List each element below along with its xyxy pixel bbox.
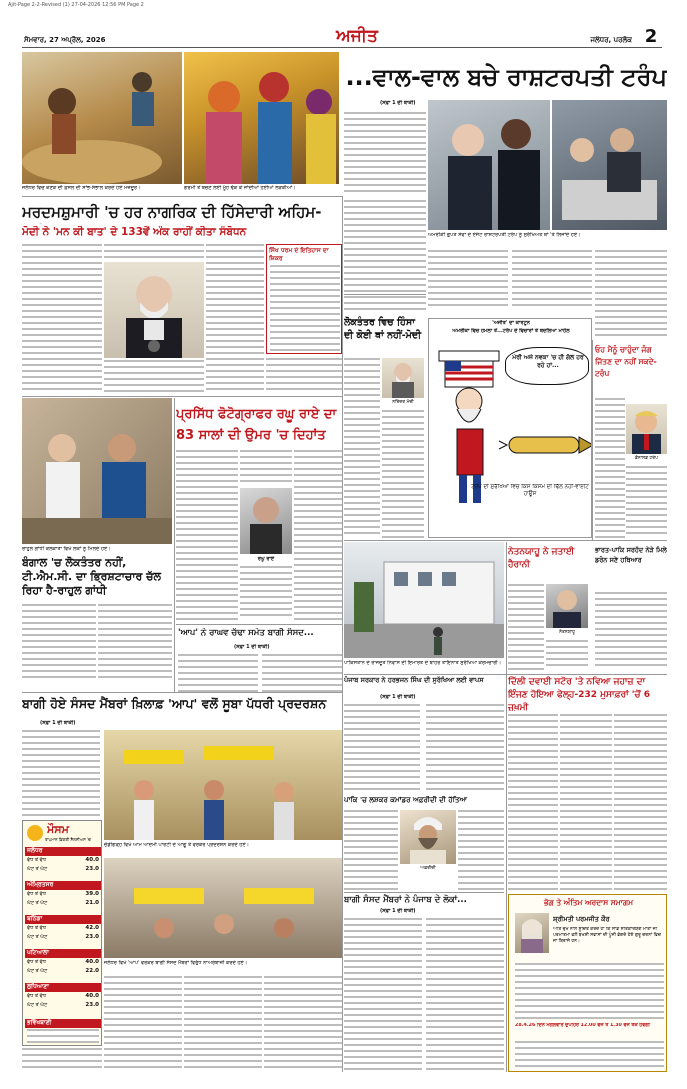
- trump-portrait-caption: ਡੋਨਾਲਡ ਟਰੰਪ: [635, 456, 658, 461]
- weather-max-value: 42.0: [85, 925, 99, 931]
- weather-min-value: 23.0: [85, 934, 99, 940]
- women-illustration: [184, 52, 339, 184]
- top-photo-caption-left: [22, 185, 182, 193]
- weather-city-name: ਬਠਿੰਡਾ: [25, 915, 101, 924]
- masthead: ਅਜੀਤ: [336, 26, 378, 46]
- obituary-box: [508, 894, 667, 1072]
- divider: [344, 674, 667, 675]
- modi-subheadline: ਮੋਦੀ ਨੇ 'ਮਨ ਕੀ ਬਾਤ' ਦੇ 133ਵੇਂ ਅੰਕ ਰਾਹੀਂ ਕੀਤਾ ਸੰਬੋਧਨ: [22, 226, 247, 238]
- security-col-1: [344, 704, 420, 790]
- democracy-col-2: [382, 410, 424, 538]
- weather-city: [25, 983, 101, 1015]
- rahul-col-2: [98, 604, 172, 682]
- page-header: [22, 26, 662, 48]
- weather-max-label: ਵੱਧ ਤੋਂ ਵੱਧ: [27, 891, 46, 897]
- agency-byline: [344, 294, 426, 308]
- obituary-title: ਭੋਗ ਤੇ ਅੰਤਿਮ ਅਰਦਾਸ ਸਮਾਗਮ: [543, 898, 634, 907]
- caption-text: ਪਾਕਿਸਤਾਨ ਦੇ ਰਾਜਦੂਤ ਨਿਵਾਸ ਦੀ ਇਮਾਰਤ ਦੇ ਬਾਹਰ ਤਾਇਨਾਤ ਸੁਰੱਖਿਆ ਕਰਮਚਾਰੀ।: [344, 660, 502, 666]
- agents-illustration: [428, 100, 550, 230]
- weather-subtitle: ਤਾਪਮਾਨ ਡਿਗਰੀ ਸੈਲਸੀਅਸ 'ਚ: [45, 837, 91, 842]
- modi-photo: [104, 262, 204, 358]
- weather-city: [25, 915, 101, 947]
- harvest-illustration: [22, 52, 182, 184]
- header-city: ਜਲੰਧਰ, ਪਰਲੋਕ: [590, 36, 632, 44]
- weather-list: [25, 847, 101, 1017]
- weather-min-label: ਘੱਟ ਤੋਂ ਘੱਟ: [27, 934, 48, 940]
- weather-min-label: ਘੱਟ ਤੋਂ ਘੱਟ: [27, 1002, 48, 1008]
- divider: [22, 692, 342, 693]
- afridi-photo: [400, 810, 456, 864]
- weather-max-value: 39.0: [85, 891, 99, 897]
- delhi-col-2: [560, 714, 612, 890]
- weather-max-value: 40.0: [85, 993, 99, 999]
- trump-side-headline: ਓਹ ਮੈਨੂੰ ਚਾਹੁੰਦਾ ਜੰਗ ਜਿੱਤਣ ਦਾ ਨਹੀਂ ਸਕਦੇ-ਟਰੰਪ: [595, 345, 657, 378]
- protest-col-4: [264, 976, 342, 1072]
- protest-photo-2: [104, 858, 342, 958]
- divider: [22, 196, 342, 197]
- weather-forecast-text: [27, 1029, 99, 1043]
- page-number: 2: [644, 26, 658, 47]
- divider: [342, 196, 343, 1072]
- weather-min-label: ਘੱਟ ਤੋਂ ਘੱਟ: [27, 900, 48, 906]
- photographer-col-2: [240, 450, 292, 486]
- weather-max-label: ਵੱਧ ਤੋਂ ਵੱਧ: [27, 993, 46, 999]
- aap-brief-continued: (ਸਫ਼ਾ 1 ਦੀ ਬਾਕੀ): [234, 644, 270, 650]
- netanyahu-col-2: [546, 640, 588, 670]
- aap-brief-headline: 'ਆਪ' ਨੇ ਰਾਘਵ ਚੱਢਾ ਸਮੇਤ ਬਾਗੀ ਸੰਸਦ...: [178, 628, 314, 638]
- democracy-headline: ਲੋਕਤੰਤਰ ਵਿਚ ਹਿੰਸਾ ਦੀ ਕੋਈ ਥਾਂ ਨਹੀਂ-ਮੋਦੀ: [344, 317, 422, 341]
- aap-brief-col-2: [262, 654, 342, 694]
- trump-headline: ...ਵਾਲ-ਵਾਲ ਬਚੇ ਰਾਸ਼ਟਰਪਤੀ ਟਰੰਪ: [345, 63, 667, 91]
- photographer-col-4: [240, 566, 292, 620]
- weather-min-label: ਘੱਟ ਤੋਂ ਘੱਟ: [27, 968, 48, 974]
- caption-text: ਚੰਡੀਗੜ੍ਹ ਵਿਖੇ ਆਮ ਆਦਮੀ ਪਾਰਟੀ ਦੇ ਆਗੂ ਤੇ ਵਰਕਰ ਪ੍ਰਦਰਸ਼ਨ ਕਰਦੇ ਹੋਏ।: [104, 842, 250, 848]
- caption-text: ਗਰਮੀ ਤੋਂ ਬਚਣ ਲਈ ਮੂੰਹ ਢੱਕ ਕੇ ਜਾਂਦੀਆਂ ਹੋਈਆਂ ਲੜਕੀਆਂ।: [184, 185, 296, 191]
- rahul-photo: [22, 398, 172, 544]
- protest-col-3: [184, 976, 262, 1072]
- pak-headline: ਪਾਕਿ 'ਚ ਲਸ਼ਕਰ ਕਮਾਂਡਰ ਅਫ਼ਰੀਦੀ ਦੀ ਹੱਤਿਆ: [344, 796, 467, 804]
- weather-max-label: ਵੱਧ ਤੋਂ ਵੱਧ: [27, 857, 46, 863]
- trump-side-col-1: [595, 398, 625, 538]
- weather-min-value: 22.0: [85, 968, 99, 974]
- netanyahu-headline: ਨੇਤਨਯਾਹੂ ਨੇ ਜਤਾਈ ਹੈਰਾਨੀ: [508, 547, 575, 570]
- caption-text: ਰਾਹੁਲ ਗਾਂਧੀ ਕੋਲਕਾਤਾ ਵਿਖੇ ਲੋਕਾਂ ਨੂੰ ਮਿਲਦੇ ਹੋਏ।: [22, 546, 111, 552]
- weather-max-value: 40.0: [85, 959, 99, 965]
- cartoon-headline: ਅਮਰੀਕਾ ਵਿਚ ਹਮਲਾ ਤੋਂ...ਟਰੰਪ ਦੇ ਵਿਚਾਰਾਂ ਤੇ ਬਦਲਿਆ ਮਾਹੌਲ: [452, 328, 570, 334]
- weather-city-name: ਪਟਿਆਲਾ: [25, 949, 101, 958]
- weather-city-name: ਜਲੰਧਰ: [25, 847, 101, 856]
- obituary-photo: [515, 913, 549, 953]
- border-drone-headline: ਭਾਰਤ-ਪਾਕਿ ਸਰਹੱਦ ਨੇੜੇ ਮਿਲੇ ਡਰੋਨ ਸਣੇ ਹਥਿਆਰ: [595, 546, 667, 564]
- cartoon-title-line: 'ਅਜੀਤ' ਦਾ ਕਾਰਟੂਨ: [492, 320, 530, 326]
- weather-city: [25, 881, 101, 913]
- embassy-illustration: [344, 542, 504, 658]
- trump-continued: (ਸਫ਼ਾ 1 ਦੀ ਬਾਕੀ): [380, 100, 416, 106]
- modi-col-1: [22, 244, 102, 392]
- modi-headline: ਮਰਦਮਸ਼ੁਮਾਰੀ 'ਚ ਹਰ ਨਾਗਰਿਕ ਦੀ ਹਿੱਸੇਦਾਰੀ ਅਹਿਮ-: [22, 203, 322, 221]
- netanyahu-illustration: [546, 584, 588, 628]
- mp-brief-col-1: [344, 918, 422, 1072]
- aap-brief-col-1: [178, 654, 258, 694]
- protest-continued: (ਸਫ਼ਾ 1 ਦੀ ਬਾਕੀ): [40, 720, 76, 726]
- raghu-rai-caption: ਰਘੂ ਰਾਏ: [257, 556, 275, 562]
- divider: [22, 396, 342, 397]
- weather-min-label: ਘੱਟ ਤੋਂ ਘੱਟ: [27, 866, 48, 872]
- modi-small-photo: [382, 358, 424, 398]
- photographer-headline: ਪ੍ਰਸਿੱਧ ਫੋਟੋਗ੍ਰਾਫਰ ਰਘੂ ਰਾਏ ਦਾ 83 ਸਾਲਾਂ ਦੀ ਉਮਰ 'ਚ ਦਿਹਾਂਤ: [176, 407, 337, 443]
- rahul-col-1: [22, 604, 96, 682]
- cartoon-speech-text: ਮੇਰੀ ਅਜੇ ਨਵਕਾ 'ਚ ਹੀ ਗੱਲ ਹਰ ਰਹੇ ਹਾਂ...: [512, 354, 584, 369]
- obituary-text: [515, 963, 664, 1019]
- weather-min-value: 23.0: [85, 1002, 99, 1008]
- democracy-col-1: [344, 358, 380, 538]
- caption-text: ਜਲੰਧਰ ਵਿਚ ਕਣਕ ਦੀ ਫ਼ਸਲ ਦੀ ਸਾਂਭ-ਸੰਭਾਲ ਕਰਦੇ ਹੋਏ ਮਜ਼ਦੂਰ।: [22, 185, 141, 191]
- cartoon-caption: ਟਰੰਪ ਦੀ ਸੁਰੱਖਿਆ ਵਿਚ ਕਿਸੇ ਕਿਸਮ ਦੀ ਢਿੱਲ ਨਹੀਂ-ਵਾਈਟ ਹਾਊਸ: [471, 484, 589, 497]
- trump-side-col-2: [626, 466, 667, 538]
- obituary-footer: [515, 1041, 664, 1069]
- weather-city: [25, 847, 101, 879]
- security-col-2: [426, 704, 504, 790]
- mp-brief-headline: ਬਾਗੀ ਸੰਸਦ ਮੈਂਬਰਾਂ ਨੇ ਪੰਜਾਬ ਦੇ ਲੋਕਾਂ...: [344, 895, 467, 905]
- caption-text: ਅਮਰੀਕੀ ਗੁਪਤ ਸੇਵਾ ਦੇ ਏਜੰਟ ਰਾਸ਼ਟਰਪਤੀ ਟਰੰਪ ਨੂੰ ਸੁਰੱਖਿਅਤ ਥਾਂ 'ਤੇ ਲਿਜਾਂਦੇ ਹੋਏ।: [428, 232, 581, 238]
- weather-max-label: ਵੱਧ ਤੋਂ ਵੱਧ: [27, 925, 46, 931]
- protest-illustration-1: [104, 730, 342, 840]
- raghu-rai-illustration: [240, 488, 292, 554]
- trump-portrait: [626, 404, 667, 454]
- weather-max-label: ਵੱਧ ਤੋਂ ਵੱਧ: [27, 959, 46, 965]
- cartoon-speech-bubble: [505, 347, 589, 385]
- netanyahu-col-1: [508, 584, 544, 670]
- delhi-col-3: [614, 714, 667, 890]
- top-photo-caption-right: [184, 185, 339, 193]
- sikh-box-headline: ਸਿੱਖ ਧਰਮ ਦੇ ਇਤਿਹਾਸ ਦਾ ਜ਼ਿਕਰ: [269, 247, 329, 262]
- protest-col-0: [22, 1048, 102, 1072]
- trump-col-4: [512, 250, 592, 310]
- photographer-col-1: [176, 450, 238, 620]
- modi-small-illustration: [382, 358, 424, 398]
- pak-col-2: [458, 810, 504, 890]
- trump-col-5: [595, 250, 667, 340]
- afridi-caption: ਅਫ਼ਰੀਦੀ: [420, 866, 436, 871]
- sikh-history-box: [266, 244, 342, 354]
- raghu-rai-photo: [240, 488, 292, 554]
- rahul-photo-caption: [22, 546, 172, 554]
- weather-min-value: 21.0: [85, 900, 99, 906]
- modi-illustration: [104, 262, 204, 358]
- divider: [344, 892, 504, 893]
- sikh-box-text: [270, 265, 340, 351]
- protest-col-2: [104, 976, 182, 1072]
- header-date: ਸੋਮਵਾਰ, 27 ਅਪ੍ਰੈਲ, 2026: [24, 36, 106, 44]
- protest-caption-1: [104, 842, 342, 856]
- weather-city: [25, 949, 101, 981]
- modi-col-5: [104, 360, 204, 392]
- trump-photo-2: [552, 100, 667, 230]
- embassy-photo: [344, 542, 504, 658]
- netanyahu-photo: [546, 584, 588, 628]
- weather-city-name: ਅੰਮ੍ਰਿਤਸਰ: [25, 881, 101, 890]
- caption-text: ਜਲੰਧਰ ਵਿਖੇ 'ਆਪ' ਵਰਕਰ ਬਾਗੀ ਸੰਸਦ ਮੈਂਬਰਾਂ ਵਿਰੁੱਧ ਨਾਅਰੇਬਾਜ਼ੀ ਕਰਦੇ ਹੋਏ।: [104, 960, 248, 966]
- divider: [174, 398, 175, 692]
- mp-brief-continued: (ਸਫ਼ਾ 1 ਦੀ ਬਾਕੀ): [380, 908, 416, 914]
- crowd-illustration: [552, 100, 667, 230]
- obituary-date-line: 28.4.26 ਦਿਨ ਮੰਗਲਵਾਰ ਦੁਪਹਿਰ 12.00 ਵਜੇ ਤੋਂ 1.30 ਵਜੇ ਤੱਕ ਹੋਵੇਗੀ: [515, 1023, 650, 1028]
- weather-box: [22, 820, 102, 1046]
- divider: [592, 340, 593, 540]
- modi-col-3: [206, 244, 264, 392]
- delhi-col-1: [508, 714, 558, 890]
- weather-city-name: ਲੁਧਿਆਣਾ: [25, 983, 101, 992]
- modi-small-caption: ਨਰਿੰਦਰ ਮੋਦੀ: [392, 400, 414, 405]
- security-continued: (ਸਫ਼ਾ 1 ਦੀ ਬਾਕੀ): [380, 694, 416, 700]
- border-drone-col: [595, 592, 667, 670]
- protest-illustration-2: [104, 858, 342, 958]
- protest-photo-1: [104, 730, 342, 840]
- print-imprint: Ajit-Page 2-2-Revised (1) 27-04-2026 12:56 PM Page 2: [8, 2, 144, 8]
- weather-forecast-label: ਭਵਿੱਖਬਾਣੀ: [25, 1019, 101, 1028]
- pak-col-1: [344, 810, 398, 890]
- modi-col-2: [104, 244, 204, 260]
- weather-max-value: 40.0: [85, 857, 99, 863]
- obituary-name: ਸ਼੍ਰੀਮਤੀ ਪਰਮਜੀਤ ਕੌਰ: [553, 915, 610, 923]
- netanyahu-caption: ਨੇਤਨਯਾਹੂ: [559, 630, 575, 635]
- trump-col-3: [428, 250, 508, 310]
- divider: [506, 542, 507, 1072]
- rahul-illustration: [22, 398, 172, 544]
- sun-icon: [27, 825, 43, 841]
- photographer-col-3: [294, 450, 342, 620]
- harvest-photo: [22, 52, 182, 184]
- middle-col-a: [344, 230, 426, 290]
- modi-col-4: [266, 358, 342, 392]
- divider: [176, 624, 342, 625]
- weather-min-value: 23.0: [85, 866, 99, 872]
- protest-headline: ਬਾਗੀ ਹੋਏ ਸੰਸਦ ਮੈਂਬਰਾਂ ਖ਼ਿਲਾਫ਼ 'ਆਪ' ਵਲੋਂ ਸੂਬਾ ਪੱਧਰੀ ਪ੍ਰਦਰਸ਼ਨ: [22, 696, 327, 711]
- trump-photo-1: [428, 100, 550, 230]
- trump-body-text: [344, 112, 426, 196]
- obituary-portrait: [515, 913, 549, 953]
- rahul-headline: ਬੰਗਾਲ 'ਚ ਲੋਕਤੰਤਰ ਨਹੀਂ, ਟੀ.ਐਮ.ਸੀ. ਦਾ ਭ੍ਰਿਸ਼ਟਾਚਾਰ ਚੱਲ ਰਿਹਾ ਹੈ-ਰਾਹੁਲ ਗਾਂਧੀ: [22, 556, 161, 597]
- obituary-details: ਅਤਿ ਦੁੱਖ ਨਾਲ ਸੂਚਿਤ ਕਰਦੇ ਹਾਂ ਕਿ ਸਾਡੇ ਸਤਿਕਾਰਯੋਗ ਮਾਤਾ ਜੀ ਪਰਮਾਤਮਾ ਵਲੋਂ ਬਖਸ਼ੀ ਸਵਾਸਾਂ ਦੀ ਪੂੰਜੀ ਭੋਗਦੇ ਹੋਏ ਗੁਰੂ ਚਰਨਾਂ ਵਿਚ ਜਾ ਬਿਰਾਜੇ ਹਨ।: [553, 927, 661, 944]
- divider: [344, 540, 667, 541]
- embassy-caption: [344, 660, 504, 674]
- afridi-illustration: [400, 810, 456, 864]
- protest-caption-2: [104, 960, 342, 974]
- delhi-headline: ਦਿੱਲੀ ਦਵਾਈ ਸਟੋਰ 'ਤੇ ਨਵਿਆ ਜਹਾਜ਼ ਦਾ ਇੰਜਣ ਹੋਇਆ ਫੇਲ੍ਹ-232 ਮੁਸਾਫ਼ਰਾਂ 'ਚੋਂ 6 ਜ਼ਖ਼ਮੀ: [508, 677, 650, 712]
- trump-photo-caption: [428, 232, 667, 246]
- women-heat-photo: [184, 52, 339, 184]
- protest-col-1: [22, 730, 100, 818]
- security-headline: ਪੰਜਾਬ ਸਰਕਾਰ ਨੇ ਹਰਭਜਨ ਸਿੰਘ ਦੀ ਸੁਰੱਖਿਆ ਲਈ ਵਾਪਸ: [344, 676, 484, 684]
- mp-brief-col-2: [426, 918, 504, 1072]
- weather-title: ਮੌਸਮ: [47, 823, 69, 836]
- trump-portrait-illustration: [626, 404, 667, 454]
